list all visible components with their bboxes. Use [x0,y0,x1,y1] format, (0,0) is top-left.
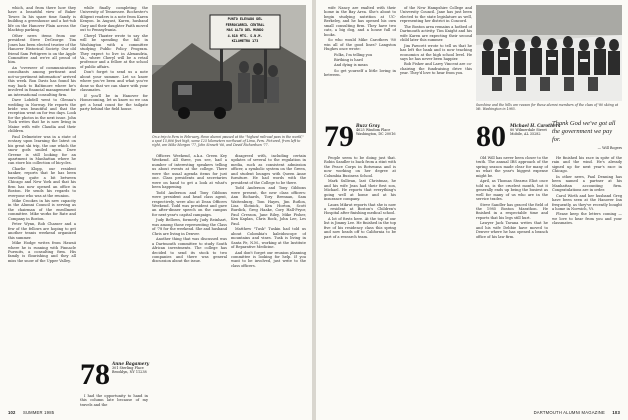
secretary-name: Anne Bagamery [112,361,150,366]
secretary-note: I had the opportunity to hand in this column late because of my travels and the [80,394,148,406]
paragraph: Steve Sandler has graced the field of the 1985 Boston Marathon. He finished in a respectable time and reports that his legs still hurt. [476,202,548,220]
paragraph: Mark Sullivan, last Christmas, he and his wife Jean had their first son, Michael. He reports that everything's going well at home and at his insurance company. [324,179,396,202]
paragraph: He finished his race in spite of the rain and the wind. He's already signed up for next year's race in Chicago. [552,156,622,174]
verse-line: Folks, I'm telling you [334,52,373,57]
magazine-title: DARTMOUTH ALUMNI MAGAZINE [533,410,606,415]
verse-line: And dying is mean [334,63,368,68]
right-column-4 [552,156,622,402]
left-column-4 [231,154,306,402]
paragraph: while finally completing the University of Tennessee. Rochester's diligent readers is a note from Karen Kenyon. In August, Karen, husband Gary and their daughter Faith moved out to Pennsylvania. [80,6,148,33]
class-number-80: 80 [476,120,506,153]
photo-illustration [476,5,622,101]
paragraph: April, as Thomas Stearns Eliot once told us, is the cruelest month, but it generally ends up being the busiest as well for many of us who are in the service trades. [476,179,548,202]
paragraph: And don't forget our reunion planning committee is looking for help. If you want to be involved, just write to the class officers. [231,250,306,268]
paragraph: Please keep the letters coming — we love to hear from you and your classmates. [552,212,622,226]
verse-line: Birthing is hard [334,57,363,62]
left-column-1 [8,6,76,401]
railway-sign-text: PUNTO ELEVADO DEL FERROCARRIL CENTRAL MAS ALTO DEL MUNDO 4.818 MTS. S.N.M. KILOMETRO 173 [225,17,265,44]
paragraph: Laura Mikrut reports that she is now a resident at Boston's Children's Hospital after finishing medical school. [324,202,396,216]
left-page [0,0,312,420]
verse-line: So get yourself a little loving in between. [324,68,396,78]
photo-caption: Sunshine and the hills are reason for these alumni members of the class of '80 skiing at Mt. Washington in 1985. [476,103,618,111]
left-column-2 [80,6,148,336]
ski-group-photo [476,5,622,101]
paragraph: Todd Anderson and Tony Gibbons were president and head class agent, respectively, were also at Dean Officers Weekend. Todd was president and gave an after-dinner speech on the campus for next year's capital campaign. [152,190,227,217]
photo-caption: On a trip to Peru in February, three alumni paused at the "highest railroad pass in the world," a spot 15,806 feet high, some 125 kilometers northeast of Lima, Peru. Pictured, from left to right, are Mike Morgan '77, John Sinnett '66, and David Richardson '77. [152,135,304,147]
paragraph: A lot of firsts here. At the top of our list is Jimmy Lee. He finished in the top five of his residency class this spring and now heads off to California to be part of a research team. [324,216,396,239]
paragraph: Another thing that was discussed was a Dartmouth committee to study South African investments. The college has decided to send its stock to two companies and there was general discussion about the issue. [152,237,227,264]
quote-attribution: — Will Rogers [597,146,622,150]
paragraph: Matthew "Tusk" Tuskin had told us about Colombia's kaleidoscope of mountains and vines. Tusk is living in Santa Fe, N.M., working at the Institute of Reparative Medicine. [231,227,306,250]
paragraph: Carol Wirth and her husband Greg have been seen at the Hanover Inn frequently, as they've recently bought a home in Norwich, Vt. [552,193,622,211]
paragraph: In other news, Paul Denning has been named a partner at his Manhattan accounting firm. Congratulations are in order. [552,174,622,193]
right-column-1b [324,156,396,402]
paragraph: of the New Hampshire College and University Council. Jane has just been elected to the state legislature as well, representing her district in Concord. [400,6,472,24]
paragraph: Paul Delmeister was in a state of ecstasy upon learning the latest on his great ski trip, the one which the snow gods smiled upon. Dave Greene is still looking for an apartment in Manhattan where he can store his collection of bicycles. [8,134,76,166]
secretary-address: 80 Wilmerdale Street [510,128,547,133]
left-footer [8,410,54,415]
right-footer [534,410,620,415]
issue-label: SUMMER 1985 [22,410,55,415]
paragraph: An "overseer of communications consultants among pertinent and not-so-pertinent information" arrived this week. Ron Davis has found his way back to Baltimore where he's involved in financial management for an international consulting firm. [8,65,76,97]
paragraph: Don't forget to send us a note about your summer. Let us know where you've been and what you've done so that we can share with your classmates. [80,70,148,93]
secretary-address: 4625 Windom Place [356,128,391,133]
paragraph: The Boston area remains a hotbed of Dartmouth activity. Tim Knight and his wife Karen are expecting their second child later this summer. [400,24,472,43]
class-number-79: 79 [324,120,354,153]
class-secretary [112,362,152,375]
secretary-name: Michael H. Carothers [510,123,561,128]
paragraph: Lawyer Jack Tavana writes that he and his wife Debbie have moved to Denver where he has opened a branch office of his law firm. [476,221,548,239]
paragraph: Bob Fisher and Larry Vincent are co-chairing the fundraising drive this year. They'd love to hear from you. [400,62,472,76]
train-sign-photo [152,5,306,133]
paragraph: disagreed with, including certain updates of several to the regulation in media, such as consistent admission officer, a symbolic system on the Green, and student lounges with Queen Anne furniture. He had words with the president of the College to be there. [231,154,306,185]
paragraph: Cheryl Thaxter wrote to say she will be spending the fall in Washington with a committee studying Public Policy Program. They expect to live in Alexandria, Va., where Cheryl will be a retail professor and a fellow at the school of public affairs. [80,33,148,69]
paragraph: Dave Lobdell went to Glenna's wedding in Norway. He reports the bride was beautiful and that the reception went on for two days. Look for the photos in the next issue. John Tuck writes that he is now living in Maine with wife Claudia and their children. [8,98,76,134]
class-79-secretary [356,124,398,137]
right-page [316,0,628,420]
pull-quote: Thank God we've got all the government we pay for. [552,120,616,143]
class-number-78: 78 [80,358,110,391]
secretary-address: 301 Sterling Place [112,366,144,371]
paragraph: So who would Mike Carothers '80 win all of the good lines? Langston Hughes once wrote: [324,38,396,52]
paragraph: Todd Anderson and Tony Gibbons were present, the new class officers: Ann Richards, Tory Brennan, Sam Wattenburg, Tom Hayes, Jim Rutlon, Lisa Slotnick, Ken Horton, Scott Burdick, Greg Haake, Cory Hall-Pryor, Paul Cresson, Jane Riley, Mike Fisher, Ken Kaplan, Chris Rock, John Lee, Les Paul. [231,186,306,226]
paragraph: which, and from there how they have a beautiful view of Baker Tower. In his spare time Sandy is building a greenhouse and a hot-tub life on the Hanover Plain across the blacktop parking. [8,6,76,33]
paragraph: Charlie Klopp, our resident banker, reports that he has been traveling quite a bit between Chicago and New York and that his firm has now opened an office in Boston. He sends his regards to everyone who was at the reunion. [8,166,76,198]
right-column-3 [476,156,548,402]
paragraph: Jim Fawcett wrote to tell us that he has left the bank and is now teaching economics at the high school level. He says he has never been happier. [400,43,472,61]
paragraph: Other news items from our president Steve DeGeorge: Tim Jones has been elected trustee of the Hanover Historical Society. Our old friend Sam Pettigrew is on the Apple Committee and we're all proud of him. [8,33,76,65]
paragraph: Judy Bellows, formerly Judy Reinhart, was among those representing the Class of '78 for the weekend. She and husband Chris are living in Denver. [152,218,227,236]
left-column-3 [152,154,227,402]
paragraph: Old Will has never been closer to the truth. The annual IRS approach of the spring season made clear for many of us what the year's biggest expense might be. [476,156,548,178]
paragraph: Officers Weekend, a.k.a. Green Key Weekend. All three, you see, had a number of interesting speakers telling us about events at the college. There were the usual agenda items for just one. Class presidents and secretaries were on hand to get a look at what's been happening. [152,154,227,190]
paragraph: Peter Wynn, Rob Chasser and a few of the fellows are hoping to get another tennis weekend organized this summer. [8,222,76,240]
paragraph: If you'll be in Hanover for Homecoming, let us know so we can get a head count for the tailgate party behind the field house. [80,93,148,111]
secretary-city: Brooklyn, NY 11238 [112,370,147,375]
paragraph: Mike Crookes in his new capacity in the Alumni Council is serving as the chairman of the enrollment committee. Mike works for Rate and Company in Boston. [8,199,76,221]
paragraph: People seem to be doing just that. Robin Sandler is back from a stint with the Peace Corps in Botswana and is now working on her degree at Columbia Business School. [324,156,396,178]
secretary-name: Buzz Gray [356,123,380,128]
page-number: 103 [612,410,620,415]
right-column-1 [324,6,396,116]
page-number: 102 [8,410,16,415]
right-column-2 [400,6,472,402]
paragraph: Mike Hodge writes from Hawaii where he is running with Pinnacle Pursuits, a consulting firm. His family is flourishing and they all miss the snow of the Upper Valley. [8,241,76,263]
secretary-city: Washington, DC 20016 [356,132,396,137]
secretary-city: Mobile, AL 35282 [510,132,541,137]
paragraph: wife Nancy are exalted with their home in the Bay Area. She's about to begin studying nutrition at UC-Berkeley, and he has opened his own small consulting firm. They have two cats, a big dog, and a house full of books. [324,6,396,37]
